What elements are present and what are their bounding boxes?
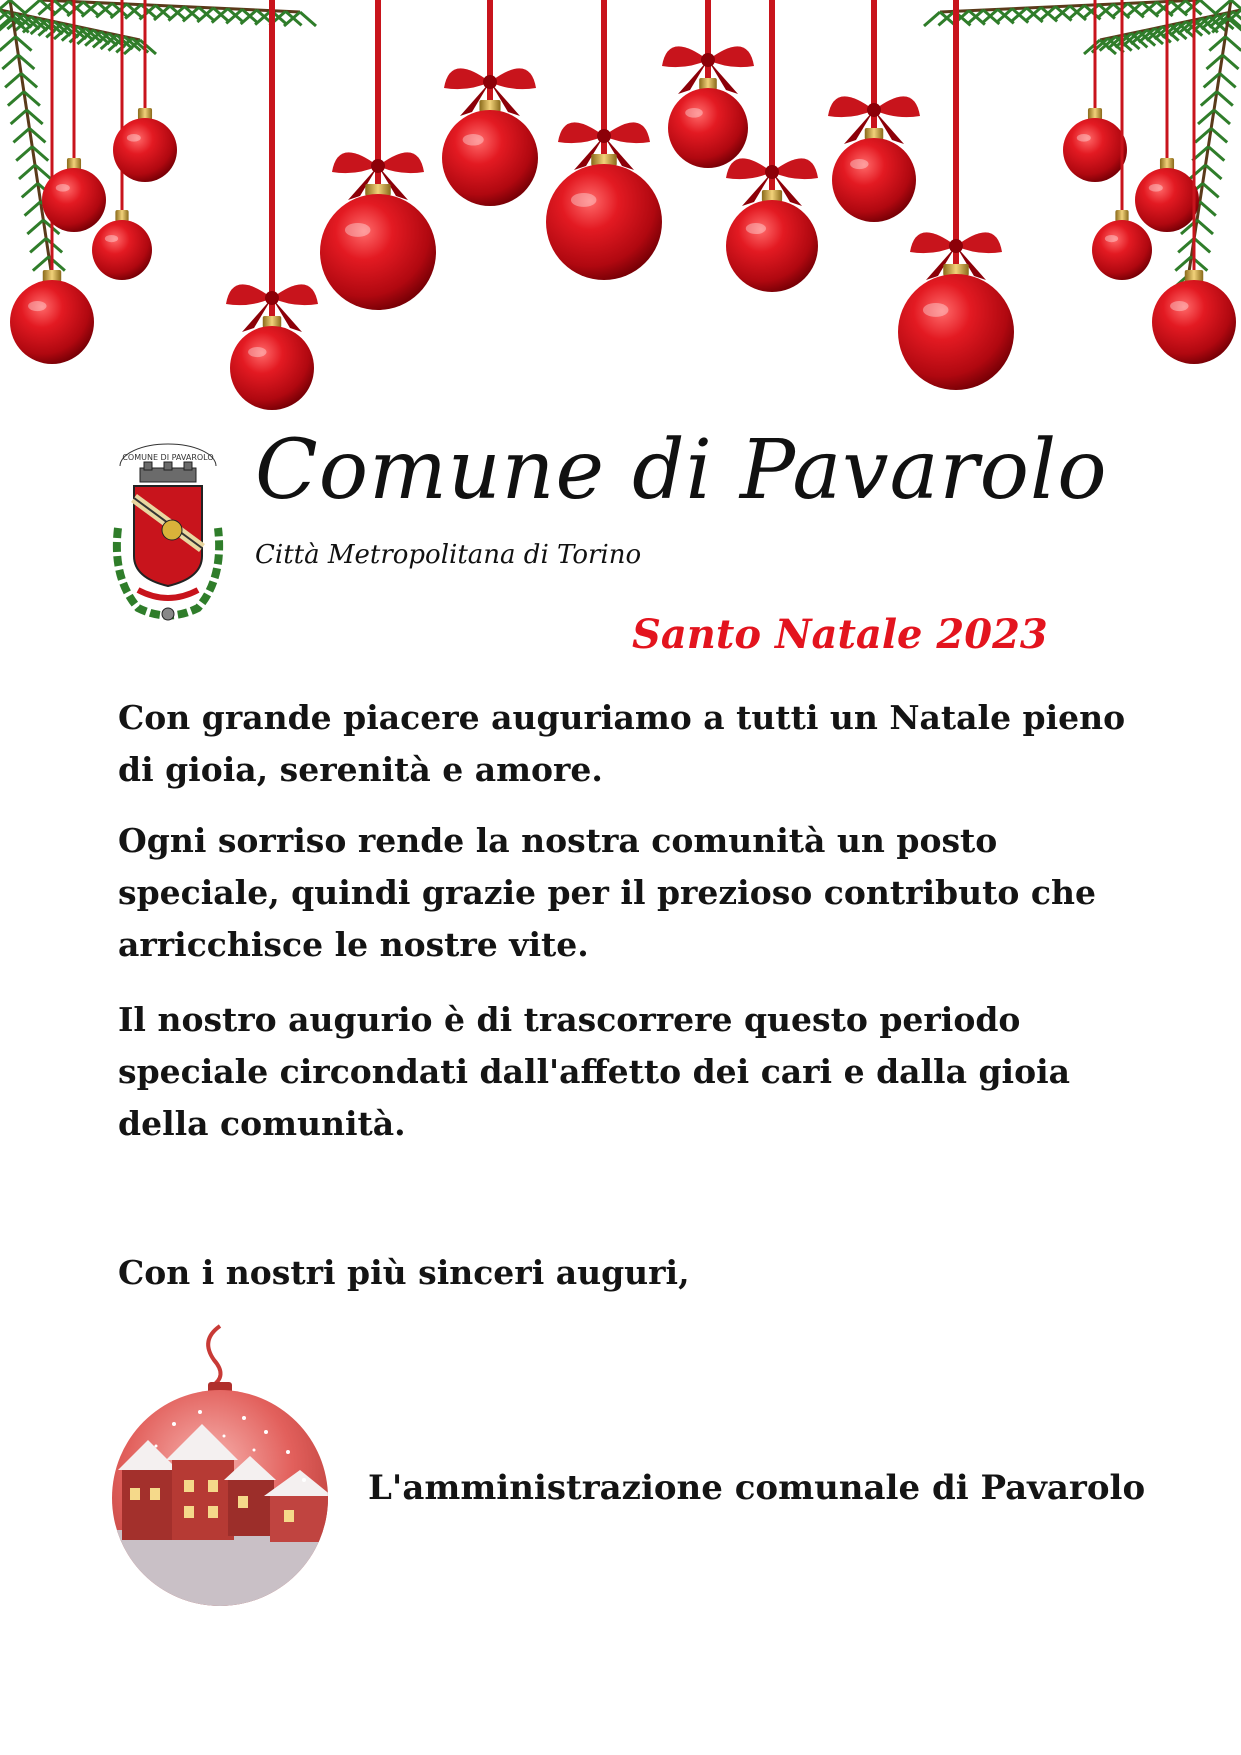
christmas-ornament-icon <box>662 0 754 168</box>
christmas-ornament-icon <box>1063 0 1127 182</box>
christmas-ornament-icon <box>226 0 318 410</box>
pine-branch-icon <box>1084 10 1241 54</box>
signature-line: L'amministrazione comunale di Pavarolo <box>368 1468 1146 1508</box>
pine-branch-icon <box>924 0 1216 26</box>
coat-of-arms-icon <box>98 438 238 628</box>
hanging-ornaments-decoration <box>0 0 1241 440</box>
body-paragraph-1: Con grande piacere auguriamo a tutti un Natale pieno di gioia, serenità e amore. <box>118 698 1126 789</box>
page-subtitle: Città Metropolitana di Torino <box>255 540 642 570</box>
body-paragraph-2: Ogni sorriso rende la nostra comunità un posto speciale, quindi grazie per il prezioso contributo che arricchisce le nostre vite. <box>118 821 1096 964</box>
pine-branch-icon <box>0 10 156 54</box>
ornament-group <box>10 0 1236 410</box>
crest-lettering: COMUNE DI PAVAROLO <box>122 453 214 462</box>
snow-village-bauble-icon <box>104 1320 336 1620</box>
body-paragraph-3: Il nostro augurio è di trascorrere questo periodo speciale circondati dall'affetto dei cari e dalla gioia della comunità. <box>118 1000 1071 1143</box>
greeting-heading: Santo Natale 2023 <box>632 611 1048 658</box>
christmas-ornament-icon <box>898 0 1014 390</box>
christmas-ornament-icon <box>828 0 920 222</box>
christmas-ornament-icon <box>442 0 538 206</box>
christmas-ornament-icon <box>546 0 662 280</box>
page-title: Comune di Pavarolo <box>255 423 1108 518</box>
christmas-ornament-icon <box>320 0 436 310</box>
closing-line: Con i nostri più sinceri auguri, <box>118 1253 690 1292</box>
